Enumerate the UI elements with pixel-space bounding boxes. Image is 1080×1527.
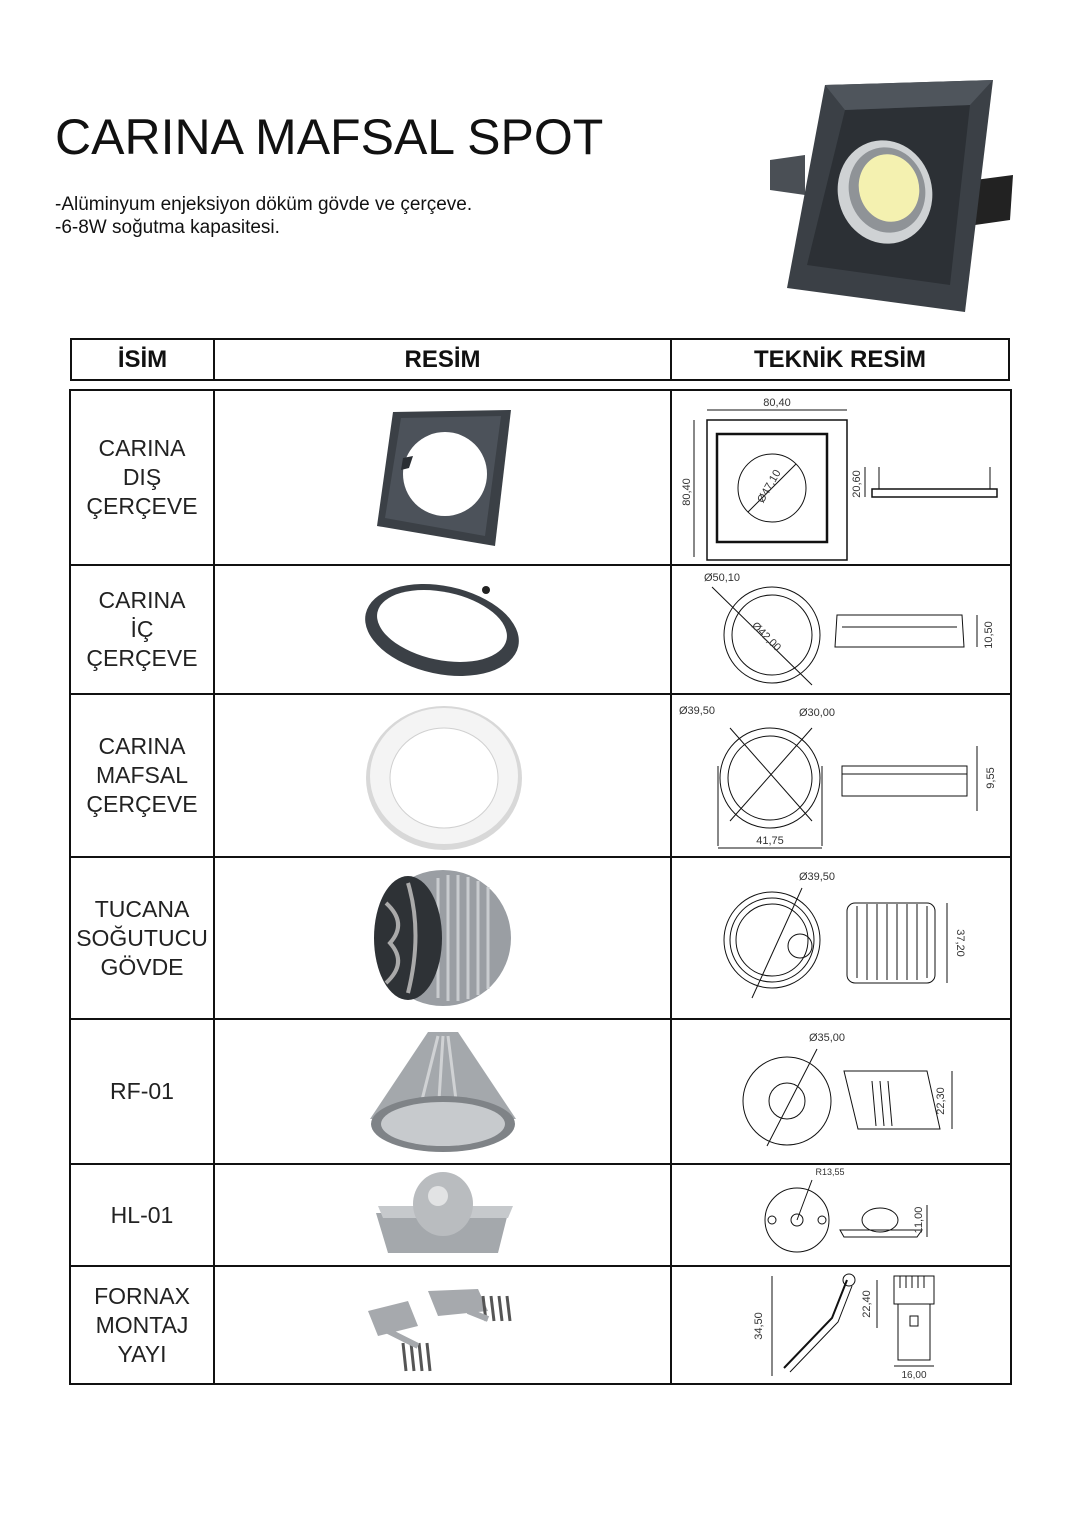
- table-row: [71, 695, 1010, 858]
- technical-drawing: [672, 566, 1010, 693]
- table-row: [71, 391, 1010, 566]
- part-name: FORNAX MONTAJ YAYI: [71, 1267, 215, 1383]
- dimension-label: Ø39,50: [798, 871, 836, 883]
- dimension-label: Ø35,00: [808, 1031, 846, 1044]
- parts-table: [69, 389, 1012, 1385]
- feature-line: -6-8W soğutma kapasitesi.: [55, 217, 280, 238]
- table-row: [71, 566, 1010, 695]
- dimension-label: 20,60: [851, 469, 863, 498]
- dimension-label: 80,40: [763, 396, 791, 409]
- part-image: [215, 566, 672, 693]
- part-name: RF-01: [71, 1020, 215, 1163]
- dimension-label: 34,50: [753, 1312, 765, 1340]
- part-image: [215, 1165, 672, 1265]
- part-image: [215, 858, 672, 1018]
- dimension-label: 37,20: [954, 929, 966, 957]
- technical-drawing: [672, 1165, 1010, 1265]
- technical-drawing: [672, 858, 1010, 1018]
- dimension-label: 22,30: [935, 1086, 947, 1115]
- dimension-label: 22,40: [861, 1290, 873, 1318]
- dimension-label: Ø30,00: [798, 706, 836, 719]
- technical-drawing: [672, 391, 1010, 564]
- outer-frame-render: [373, 408, 513, 548]
- part-name: TUCANA SOĞUTUCU GÖVDE: [71, 858, 215, 1018]
- table-row: [71, 858, 1010, 1020]
- part-image: [215, 391, 672, 564]
- table-row: [71, 1020, 1010, 1165]
- inner-frame-render: [358, 572, 528, 687]
- column-header-name: İSİM: [72, 340, 215, 379]
- dimension-label: 41,75: [756, 834, 784, 847]
- part-image: [215, 1020, 672, 1163]
- dimension-label: Ø50,10: [703, 571, 741, 584]
- technical-drawing: [672, 1267, 1010, 1383]
- dimension-label: Ø47,10: [755, 467, 784, 505]
- part-image: [215, 1267, 672, 1383]
- dimension-label: Ø42,00: [749, 619, 784, 654]
- part-name: CARINA MAFSAL ÇERÇEVE: [71, 695, 215, 856]
- dimension-label: R13,55: [815, 1167, 845, 1177]
- product-hero-image: [765, 80, 1015, 312]
- column-header-image: RESİM: [215, 340, 672, 379]
- spring-render: [358, 1271, 528, 1379]
- dimension-label: 80,40: [681, 477, 693, 506]
- part-name: HL-01: [71, 1165, 215, 1265]
- dimension-label: 9,55: [985, 766, 997, 789]
- heatsink-render: [368, 863, 518, 1013]
- dimension-label: 10,50: [983, 620, 995, 649]
- technical-drawing: [672, 1020, 1010, 1163]
- column-header-drawing: TEKNİK RESİM: [753, 345, 926, 373]
- part-name: CARINA DIŞ ÇERÇEVE: [71, 391, 215, 564]
- table-row: [71, 1267, 1010, 1383]
- holder-render: [368, 1168, 518, 1263]
- table-header: [70, 338, 1010, 381]
- dimension-label: 11,00: [913, 1206, 925, 1234]
- reflector-render: [368, 1024, 518, 1159]
- page-title: CARINA MAFSAL SPOT: [55, 109, 604, 165]
- technical-drawing: [672, 695, 1010, 856]
- feature-list: [55, 193, 472, 239]
- dimension-label: 16,00: [901, 1370, 927, 1381]
- table-row: [71, 1165, 1010, 1267]
- joint-frame-render: [358, 698, 528, 853]
- feature-line: -Alüminyum enjeksiyon döküm gövde ve çerçeve.: [55, 194, 473, 215]
- dimension-label: Ø39,50: [678, 704, 716, 717]
- part-name: CARINA İÇ ÇERÇEVE: [71, 566, 215, 693]
- part-image: [215, 695, 672, 856]
